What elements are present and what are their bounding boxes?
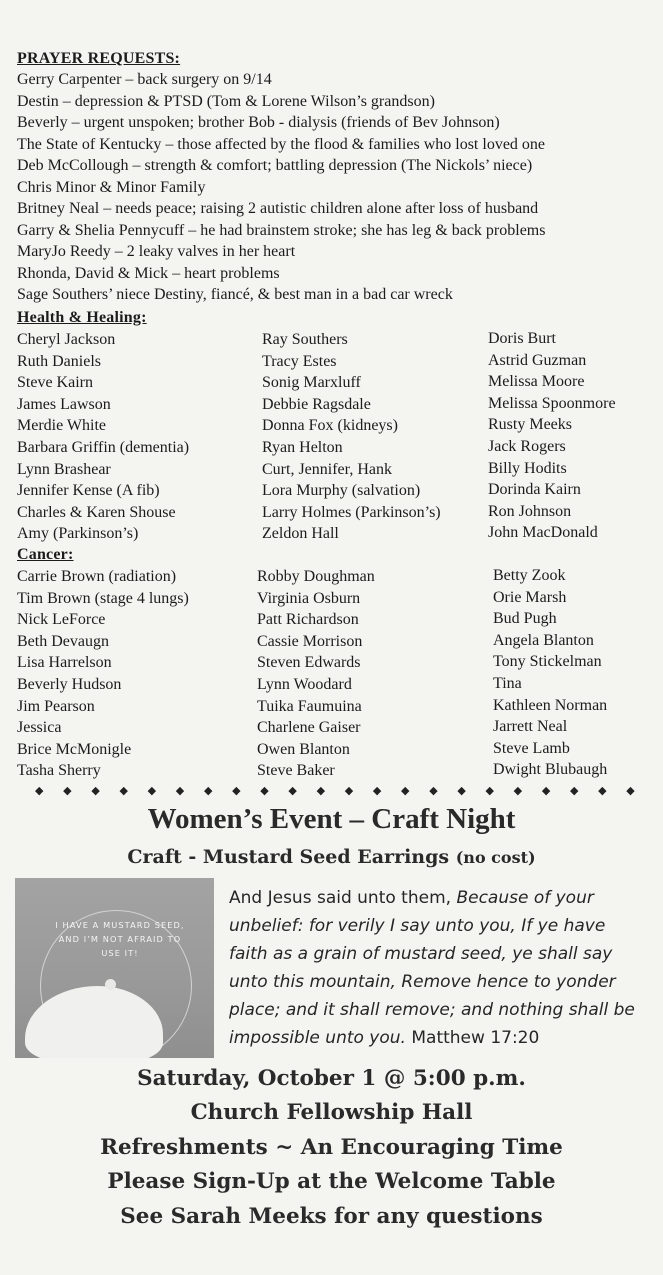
cancer-name: Betty Zook	[493, 567, 566, 584]
health-name: Dorinda Kairn	[488, 481, 581, 499]
cancer-name: Tuika Faumuina	[257, 697, 362, 715]
event-subtitle	[0, 846, 663, 868]
diamond-bullet: ◆	[288, 785, 297, 797]
diamond-bullet: ◆	[175, 785, 185, 797]
cancer-name: Steve Baker	[257, 762, 335, 780]
health-name: Cheryl Jackson	[17, 331, 116, 348]
prayer-request-item: Sage Southers’ niece Destiny, fiancé, & best man in a bad car wreck	[17, 286, 453, 303]
cancer-name: Jessica	[17, 719, 62, 737]
cancer-name: Jim Pearson	[17, 697, 95, 715]
prayer-request-item: Gerry Carpenter – back surgery on 9/14	[17, 71, 272, 88]
diamond-bullet: ◆	[63, 785, 72, 797]
diamond-bullet: ◆	[598, 785, 607, 797]
cancer-heading: Cancer:	[17, 546, 74, 563]
health-name: Tracy Estes	[262, 352, 337, 370]
health-name: Ron Johnson	[488, 502, 572, 520]
event-title: Women’s Event – Craft Night	[147, 803, 516, 835]
diamond-bullet: ◆	[485, 785, 494, 797]
diamond-bullet: ◆	[147, 785, 157, 797]
cancer-name: Cassie Morrison	[257, 632, 363, 650]
health-name: Jack Rogers	[488, 437, 566, 455]
diamond-bullet: ◆	[91, 785, 100, 797]
image-caption: I HAVE A MUSTARD SEED, AND I’M NOT AFRAID TO USE IT!	[55, 920, 185, 958]
cancer-name: Tina	[493, 674, 522, 692]
cancer-name: Carrie Brown (radiation)	[17, 568, 177, 585]
health-column-3	[488, 328, 616, 544]
cancer-name: Angela Blanton	[493, 631, 594, 649]
diamond-bullet: ◆	[429, 785, 438, 797]
cancer-name: Owen Blanton	[257, 740, 350, 758]
event-contact: See Sarah Meeks for any questions	[120, 1203, 543, 1229]
diamond-bullet: ◆	[569, 785, 579, 797]
scripture-reference: Matthew 17:20	[405, 1028, 540, 1048]
cancer-name: Lynn Woodard	[257, 675, 352, 693]
cancer-name: Steve Lamb	[493, 739, 570, 757]
event-details	[0, 1062, 663, 1234]
health-name: Jennifer Kense (A fib)	[17, 482, 160, 500]
health-name: Melissa Moore	[488, 373, 585, 391]
scripture-text: Because of your unbelief: for verily I say unto you, If ye have faith as a grain of mustard seed, ye shall say unto this mountain, Remove hence to yonder place; and it shall remove; and nothing shall be impossible unto you.	[229, 888, 635, 1048]
scripture-intro: And Jesus said unto them,	[229, 888, 457, 908]
prayer-request-item: Deb McCollough – strength & comfort; battling depression (The Nickols’ niece)	[17, 157, 533, 174]
health-name: Steve Kairn	[17, 374, 93, 392]
health-name: Ray Southers	[262, 331, 348, 348]
diamond-bullet: ◆	[626, 785, 635, 797]
health-name: Ruth Daniels	[17, 352, 101, 370]
mustard-seed-image	[15, 878, 214, 1058]
diamond-bullet: ◆	[457, 785, 466, 797]
prayer-requests-list	[17, 69, 657, 306]
cancer-name: Virginia Osburn	[257, 589, 361, 607]
event-location: Church Fellowship Hall	[190, 1100, 473, 1126]
diamond-bullet: ◆	[513, 785, 523, 797]
prayer-request-item: Chris Minor & Minor Family	[17, 178, 206, 196]
scripture-quote	[229, 884, 649, 1052]
health-name: Ryan Helton	[262, 438, 343, 456]
craft-name: Craft - Mustard Seed Earrings	[127, 846, 450, 868]
cancer-name: Dwight Blubaugh	[493, 761, 608, 779]
cancer-name: Charlene Gaiser	[257, 719, 361, 737]
cancer-column-2	[257, 566, 375, 782]
diamond-bullet: ◆	[119, 785, 128, 797]
health-name: Amy (Parkinson’s)	[17, 525, 139, 543]
health-name: Lora Murphy (salvation)	[262, 482, 421, 500]
cancer-column-3	[493, 565, 607, 781]
diamond-divider	[35, 784, 635, 797]
diamond-bullet: ◆	[541, 785, 551, 797]
cancer-name: Bud Pugh	[493, 610, 557, 628]
prayer-request-item: The State of Kentucky – those affected by the flood & families who lost loved one	[17, 135, 546, 153]
health-name: Doris Burt	[488, 330, 556, 347]
health-name: Donna Fox (kidneys)	[262, 417, 398, 435]
health-name: Zeldon Hall	[262, 525, 339, 543]
health-name: Astrid Guzman	[488, 351, 587, 369]
prayer-request-item: Garry & Shelia Pennycuff – he had brainstem stroke; she has leg & back problems	[17, 221, 546, 239]
event-signup: Please Sign-Up at the Welcome Table	[107, 1169, 556, 1195]
prayer-request-item: MaryJo Reedy – 2 leaky valves in her heart	[17, 243, 296, 260]
cancer-name: Tim Brown (stage 4 lungs)	[17, 589, 189, 607]
cancer-name: Brice McMonigle	[17, 740, 132, 758]
cancer-name: Lisa Harrelson	[17, 654, 112, 672]
diamond-bullet: ◆	[344, 785, 354, 797]
health-name: Debbie Ragsdale	[262, 395, 371, 413]
cancer-name: Jarrett Neal	[493, 718, 568, 736]
prayer-request-item: Britney Neal – needs peace; raising 2 autistic children alone after loss of husband	[17, 200, 539, 217]
event-date-time: Saturday, October 1 @ 5:00 p.m.	[137, 1066, 526, 1091]
cancer-name: Tony Stickelman	[493, 653, 602, 671]
health-column-2	[262, 329, 441, 545]
health-name: Barbara Griffin (dementia)	[17, 438, 190, 456]
health-name: James Lawson	[17, 395, 111, 413]
cancer-name: Robby Doughman	[257, 568, 375, 585]
seed-shape	[105, 979, 116, 990]
health-name: Curt, Jennifer, Hank	[262, 460, 392, 478]
health-column-1	[17, 329, 189, 545]
health-name: Charles & Karen Shouse	[17, 503, 176, 521]
cancer-name: Nick LeForce	[17, 611, 106, 629]
cancer-name: Orie Marsh	[493, 588, 567, 606]
cancer-name: Beverly Hudson	[17, 675, 122, 693]
diamond-bullet: ◆	[260, 785, 269, 797]
health-name: Sonig Marxluff	[262, 374, 361, 392]
cancer-name: Patt Richardson	[257, 611, 359, 629]
diamond-bullet: ◆	[232, 785, 241, 797]
cancer-column-1	[17, 566, 189, 782]
cancer-name: Steven Edwards	[257, 654, 361, 672]
health-healing-heading: Health & Healing:	[17, 309, 147, 326]
health-name: Billy Hodits	[488, 459, 567, 477]
diamond-bullet: ◆	[203, 785, 213, 797]
health-name: Melissa Spoonmore	[488, 394, 616, 412]
cost-note: (no cost)	[455, 848, 536, 867]
prayer-request-item: Rhonda, David & Mick – heart problems	[17, 264, 280, 282]
health-name: Larry Holmes (Parkinson’s)	[262, 503, 441, 521]
diamond-bullet: ◆	[316, 785, 326, 797]
event-refreshments: Refreshments ~ An Encouraging Time	[100, 1134, 563, 1160]
cancer-name: Tasha Sherry	[17, 762, 101, 780]
diamond-bullet: ◆	[372, 785, 382, 797]
diamond-bullet: ◆	[401, 785, 410, 797]
health-name: Lynn Brashear	[17, 460, 111, 478]
cancer-name: Kathleen Norman	[493, 696, 608, 714]
prayer-request-item: Beverly – urgent unspoken; brother Bob - dialysis (friends of Bev Johnson)	[17, 114, 500, 131]
cancer-name: Beth Devaugn	[17, 632, 109, 650]
prayer-requests-heading: PRAYER REQUESTS:	[17, 50, 181, 67]
prayer-request-item: Destin – depression & PTSD (Tom & Lorene Wilson’s grandson)	[17, 92, 435, 110]
health-name: John MacDonald	[488, 524, 598, 542]
health-name: Merdie White	[17, 417, 107, 435]
health-name: Rusty Meeks	[488, 416, 572, 434]
diamond-bullet: ◆	[35, 785, 44, 797]
